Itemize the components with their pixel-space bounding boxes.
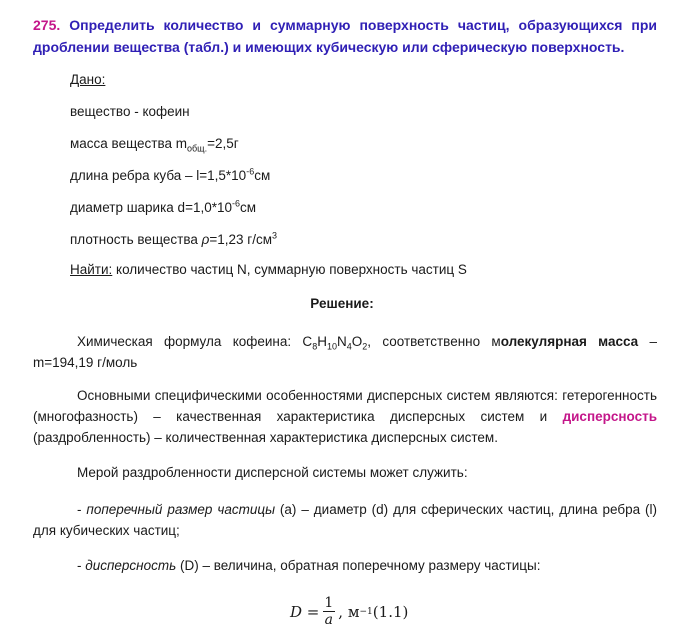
given-edge: [70, 168, 270, 183]
paragraph-size: [33, 499, 657, 541]
p4-text: (а) – диаметр (d) для сферических частиц, длина ребра (l) для кубических частиц;: [33, 502, 657, 538]
find-text: количество частиц N, суммарную поверхность частиц S: [112, 262, 467, 277]
formula-denominator: a: [324, 612, 334, 628]
paragraph-d: [33, 555, 657, 576]
given-diam-suffix: см: [240, 200, 257, 215]
given-density-sup: 3: [271, 230, 277, 241]
given-density-value: =1,23 г/см: [209, 232, 272, 247]
p1-text-e: , соответственно м: [367, 334, 501, 349]
formula-fraction: [322, 596, 335, 628]
paragraph-measure: [33, 462, 657, 483]
p1-sub-2: 10: [326, 341, 337, 352]
problem-text: Определить количество и суммарную поверхность частиц, образующихся при дроблении вещества (табл.) и имеющих кубическую или сферическую поверхность.: [33, 17, 657, 55]
p2-text-a: Основными специфическими особенностями дисперсных систем являются: гетерогенность (многофазность) – качественная характеристика дисперсных систем и: [33, 388, 657, 424]
p1-text-d: O: [351, 334, 363, 349]
given-mass-prefix: масса вещества m: [70, 136, 187, 151]
given-edge-suffix: см: [254, 168, 271, 183]
problem-statement: [33, 14, 657, 58]
p5-text: (D) – величина, обратная поперечному размеру частицы:: [176, 558, 541, 573]
p3-text: Мерой раздробленности дисперсной системы может служить:: [77, 465, 468, 480]
p1-text-b: H: [317, 334, 327, 349]
formula-numerator: 1: [324, 595, 334, 611]
p1-sub-1: 8: [312, 341, 318, 352]
p4-italic: поперечный размер частицы: [86, 502, 276, 517]
formula-label: (1.1): [372, 603, 409, 621]
p1-text-f: – m=194,19 г/моль: [33, 334, 658, 370]
density-symbol: ρ: [201, 232, 210, 247]
p2-text-b: (раздробленность) – количественная характеристика дисперсных систем.: [33, 430, 498, 445]
formula-1-1: D = $\frac{1}{a}$ , м −1 (1.1): [290, 595, 409, 628]
paragraph-formula: [33, 331, 657, 373]
given-edge-sup: -6: [246, 166, 255, 177]
given-edge-prefix: длина ребра куба – l=1,5*10: [70, 168, 247, 183]
given-density: [70, 232, 277, 247]
find-line: [70, 262, 467, 277]
given-diam-prefix: диаметр шарика d=1,0*10: [70, 200, 232, 215]
formula-lhs: D =: [290, 603, 320, 621]
given-mass-sub: общ.: [187, 143, 208, 154]
given-heading: Дано:: [70, 72, 106, 87]
given-mass: [70, 136, 239, 154]
p1-text-a: Химическая формула кофеина: C: [77, 334, 313, 349]
given-mass-suffix: =2,5г: [207, 136, 239, 151]
given-diameter: [70, 200, 256, 215]
problem-number: 275.: [33, 17, 61, 33]
p1-text-c: N: [336, 334, 347, 349]
p5-italic: дисперсность: [85, 558, 177, 573]
p4-dash: -: [77, 502, 87, 517]
given-diam-sup: -6: [232, 198, 241, 209]
solution-heading: Решение:: [310, 296, 374, 311]
given-density-prefix: плотность вещества: [70, 232, 202, 247]
p5-dash: -: [77, 558, 86, 573]
formula-unit: , м: [338, 603, 360, 621]
p1-sub-3: 4: [346, 341, 352, 352]
p1-bold: олекулярная масса: [500, 334, 639, 349]
given-substance: вещество - кофеин: [70, 104, 190, 119]
p1-sub-4: 2: [362, 341, 368, 352]
p2-highlight: дисперсность: [562, 409, 657, 424]
find-label: Найти:: [70, 262, 113, 277]
paragraph-dispersity: [33, 385, 657, 448]
